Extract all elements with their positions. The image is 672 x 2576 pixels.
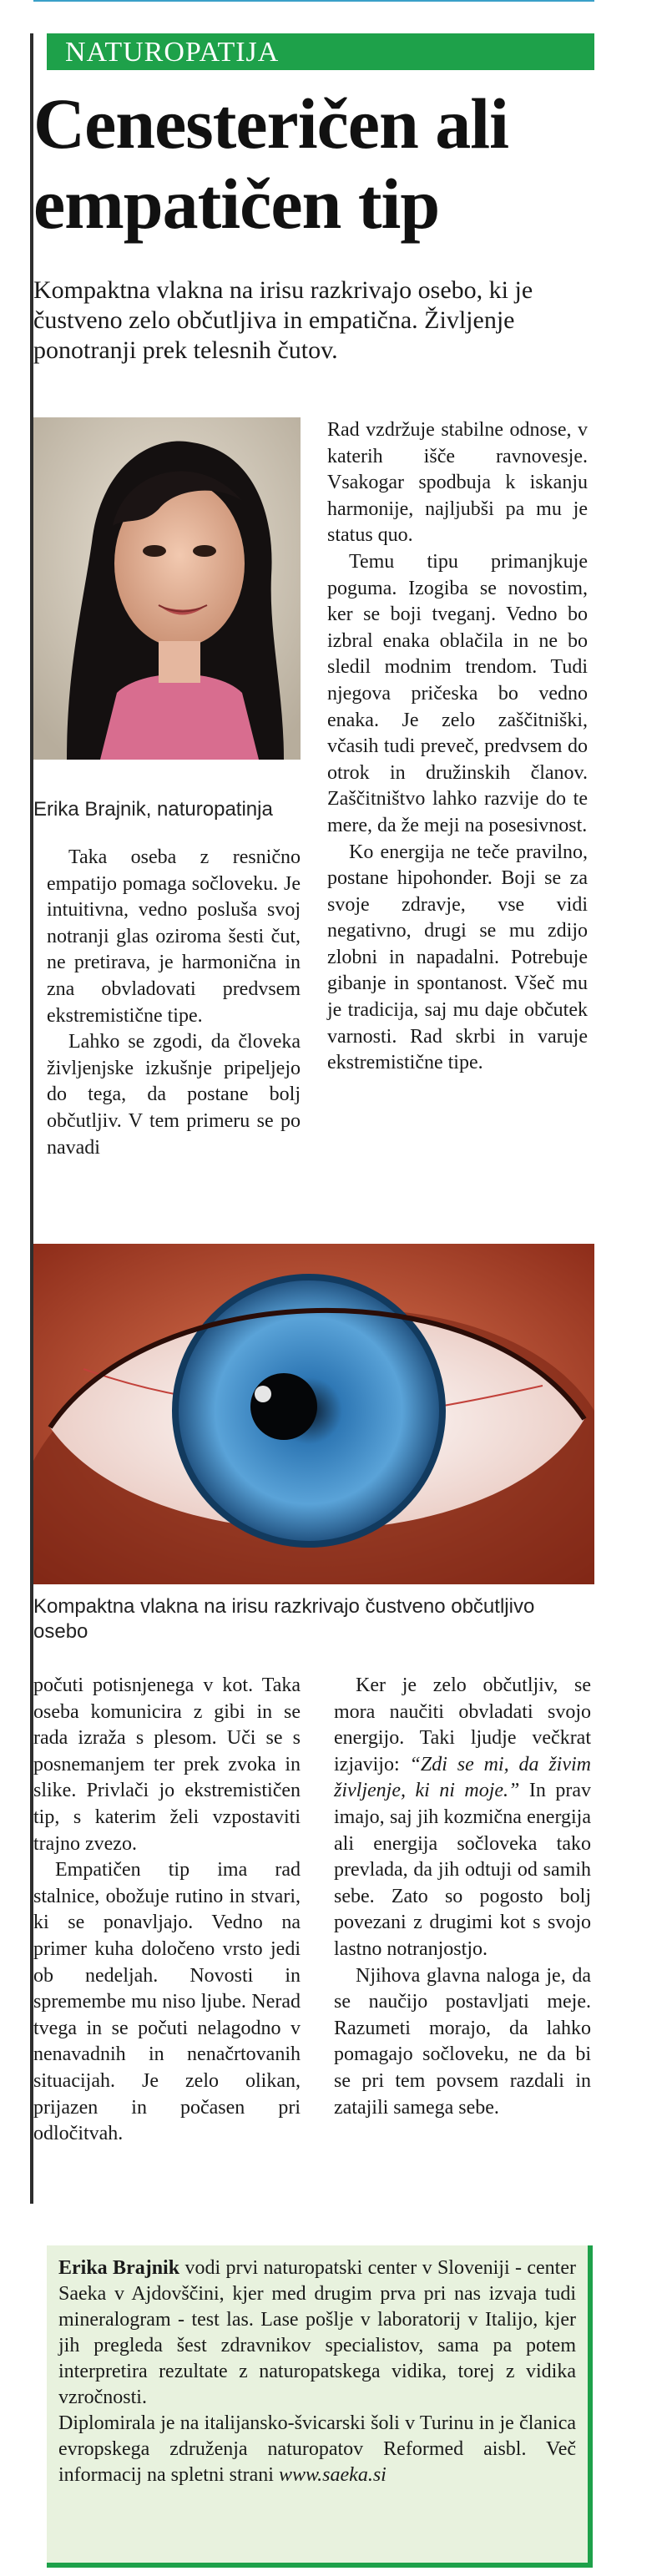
author-name: Erika Brajnik: [58, 2257, 180, 2279]
author-bio-text: [58, 2255, 576, 2488]
portrait-caption: Erika Brajnik, naturopatinja: [33, 798, 273, 821]
bio-text-1: vodi prvi naturopatski center v Sloveniji - center Saeka v Ajdovščini, kjer med drugim prva pri nas izvaja tudi mineralogram - test las. Lase pošlje v laboratorij v Italijo, kjer jih pregleda šest zdravnikov specialistov, sama pa potem interpretira rezultate z naturopatskega vidika, torej z vidika vzročnosti.: [58, 2257, 576, 2408]
paragraph: Ko energija ne teče pravilno, postane hipohonder. Boji se za svoje zdravje, vse vidi negativno, drugi se mu zdijo zlobni in napadalni. Potrebuje gibanje in spontanost. Všeč mu je tradicija, saj mu daje občutek varnosti. Rad skrbi in varuje ekstremistične tipe.: [327, 841, 588, 1074]
top-rule: [33, 0, 594, 2]
paragraph: Njihova glavna naloga je, da se naučijo postavljati meje. Razumeti morajo, da lahko pomagajo sočloveku, ne da bi se pri tem povsem razdali in zatajili samega sebe.: [334, 1964, 591, 2119]
paragraph: Empatičen tip ima rad stalnice, obožuje rutino in stvari, ki se ponavljajo. Vedno na primer kuha določeno vrsto jedi ob nedeljah. Novosti in spremembe mu niso ljube. Nerad tvega in se počuti nelagodno v nenavadnih in nenačrtovanih situacijah. Je zelo olikan, prijazen in počasen pri odločitvah.: [33, 1859, 301, 2145]
headline-line-2: empatičen tip: [33, 164, 440, 244]
paragraph: Temu tipu primanjkuje poguma. Izogiba se novostim, ker se boji tveganj. Vedno bo izbral enaka oblačila in ne bo sledil modnim trendom. Tudi njegova pričeska bo vedno enaka. Je zelo zaščitniški, včasih tudi preveč, predvsem do otrok in družinskih članov. Zaščitništvo lahko razvije do te mere, da že meji na posesivnost.: [327, 550, 588, 836]
headline-line-1: Cenesteričen ali: [33, 83, 509, 164]
text: In prav imajo, saj jih kozmična energija ali energija sočloveka tako prevlada, da jih odtuji od samih sebe. Zato so pogosto bolj povezani z drugimi kot s svojo lastno notranjostjo.: [334, 1780, 591, 1960]
eye-photo: [33, 1244, 594, 1584]
eye-caption: Kompaktna vlakna na irisu razkrivajo čustveno občutljivo osebo: [33, 1595, 535, 1643]
eye-illustration: [33, 1244, 594, 1584]
headline: [33, 83, 618, 244]
paragraph: Taka oseba z resnično empatijo pomaga sočloveku. Je intuitivna, vedno posluša svoj notranji glas oziroma šesti čut, ne pretirava, je harmonična in zna obvladovati predvsem ekstremistične tipe.: [47, 846, 301, 1027]
column-left-top: [47, 845, 301, 1161]
portrait-photo: [33, 417, 301, 760]
paragraph: Lahko se zgodi, da človeka življenjske izkušnje pripeljejo do tega, da postane bolj občutljiv. V tem primeru se po navadi: [47, 1031, 301, 1159]
bio-text-2: Diplomirala je na italijansko-švicarski šoli v Turinu in je članica evropskega združenja naturopatov Reformed aisbl. Več informacij na spletni strani: [58, 2412, 576, 2486]
column-left-bottom: [33, 1673, 301, 2148]
column-right-top: [327, 417, 588, 1077]
paragraph: Rad vzdržuje stabilne odnose, v katerih išče ravnovesje. Vsakogar spodbuja k iskanju harmonije, najljubši pa mu je status quo.: [327, 419, 588, 547]
text: Ker je zelo občutljiv, se mora naučiti obvladati svojo energijo. Taki ljudje večkrat izjavijo:: [334, 1674, 591, 1775]
portrait-illustration: [33, 417, 301, 760]
section-label: NATUROPATIJA: [65, 37, 280, 68]
paragraph: počuti potisnjenega v kot. Taka oseba komunicira z gibi in se rada izraža s plesom. Uči se s posnemanjem ter prek zvoka in slike. Privlači jo ekstremističen tip, s katerim želi vzpostaviti trajno zvezo.: [33, 1674, 301, 1855]
author-bio-box: [47, 2245, 593, 2568]
bio-paragraph-2: [58, 2411, 576, 2488]
bio-paragraph-1: [58, 2255, 576, 2411]
paragraph: [334, 1673, 591, 1963]
website-link[interactable]: www.saeka.si: [278, 2464, 387, 2486]
section-label-bar: [47, 33, 594, 70]
column-right-bottom: [334, 1673, 591, 2121]
quote: “Zdi se mi, da živim življenje, ki ni moje.”: [334, 1753, 591, 1802]
lead-paragraph: Kompaktna vlakna na irisu razkrivajo osebo, ki je čustveno zelo občutljiva in empatična. Življenje ponotranji prek telesnih čutov.: [33, 276, 533, 364]
